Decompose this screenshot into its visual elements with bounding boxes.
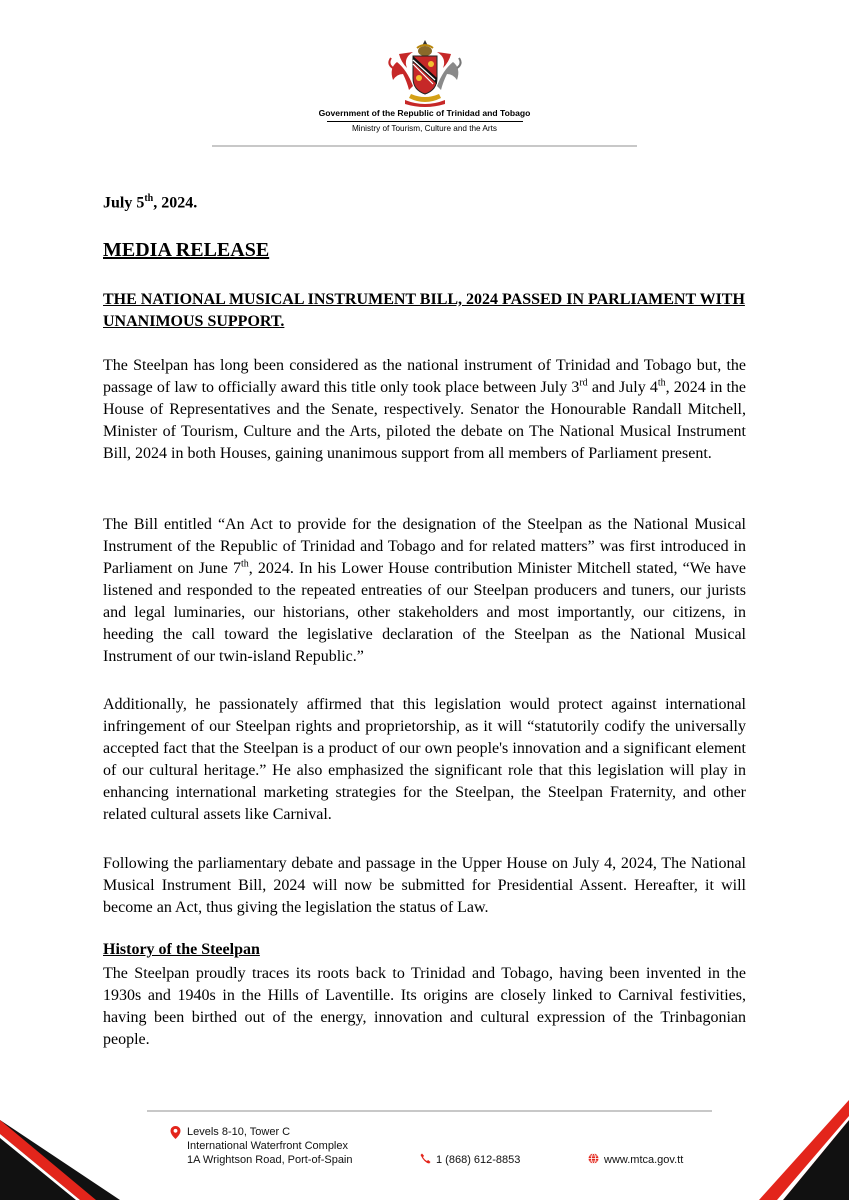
paragraph-1: The Steelpan has long been considered as the national instrument of Trinidad and Tobago but, the passage of law to officially award this title only took place between July 3rd and July 4th, 2024 in the House of Representatives and the Senate, respectively. Senator the Honourable Randall Mitchell, Minister of Tourism, Culture and the Arts, piloted the debate on The National Musical Instrument Bill, 2024 in both Houses, gaining unanimous support from all members of Parliament present. [103, 357, 746, 462]
paragraph-2: The Bill entitled “An Act to provide for the designation of the Steelpan as the National Musical Instrument of the Republic of Trinidad and Tobago and for related matters” was first introduced in Parliament on June 7th, 2024. In his Lower House contribution Minister Mitchell stated, “We have listened and responded to the repeated entreaties of our Steelpan producers and tuners, our jurists and legal luminaries, our historians, other stakeholders and most importantly, our citizens, in heeding the call toward the legislative declaration of the Steelpan as the National Musical Instrument of our twin-island Republic.” [103, 516, 746, 665]
phone-number: 1 (868) 612-8853 [436, 1154, 521, 1166]
release-date: July 5th, 2024. [103, 193, 198, 212]
paragraph-3: Additionally, he passionately affirmed that this legislation would protect against international infringement of our Steelpan rights and proprietorship, as it will “statutorily codify the universally accepted fact that the Steelpan is a product of our own people's innovation and a significant element of our cultural heritage.” He also emphasized the significant role that this legislation will play in enhancing international marketing strategies for the Steelpan, the Steelpan Fraternity, and other related cultural assets like Carnival. [103, 696, 746, 823]
coat-of-arms-icon [383, 38, 467, 108]
footer-corner-stripe-right [759, 1100, 849, 1200]
globe-icon [588, 1153, 599, 1164]
header-rule [212, 145, 637, 147]
headline: THE NATIONAL MUSICAL INSTRUMENT BILL, 2024 PASSED IN PARLIAMENT WITH UNANIMOUS SUPPORT. [103, 291, 745, 330]
ministry-name: Ministry of Tourism, Culture and the Arts [351, 124, 497, 133]
paragraph-4: Following the parliamentary debate and passage in the Upper House on July 4, 2024, The National Musical Instrument Bill, 2024 will now be submitted for Presidential Assent. Hereafter, it will become an Act, thus giving the legislation the status of Law. [103, 855, 746, 916]
address-line-3: 1A Wrightson Road, Port-of-Spain [187, 1154, 353, 1166]
footer-address [170, 1125, 353, 1167]
release-title: MEDIA RELEASE [103, 239, 270, 261]
location-pin-icon [170, 1126, 181, 1139]
phone-icon [420, 1153, 431, 1164]
footer-phone [420, 1153, 520, 1167]
header-divider [327, 121, 523, 122]
website-url: www.mtca.gov.tt [604, 1154, 684, 1166]
footer-website [588, 1153, 683, 1167]
address-line-2: International Waterfront Complex [187, 1140, 348, 1152]
government-name: Government of the Republic of Trinidad and Tobago [318, 108, 531, 118]
history-heading: History of the Steelpan [103, 941, 260, 958]
address-line-1: Levels 8-10, Tower C [187, 1126, 291, 1138]
footer-corner-stripe-left [0, 1120, 140, 1200]
history-paragraph: The Steelpan proudly traces its roots back to Trinidad and Tobago, having been invented in the 1930s and 1940s in the Hills of Laventille. Its origins are closely linked to Carnival festivities, having been birthed out of the energy, innovation and cultural expression of the Trinbagonian people. [103, 965, 746, 1048]
footer-rule [147, 1110, 712, 1112]
